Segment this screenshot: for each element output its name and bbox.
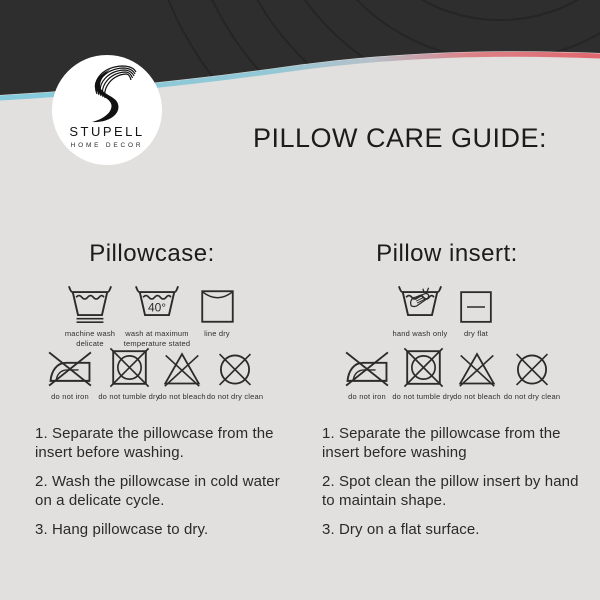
- line-dry-block: [187, 283, 247, 339]
- do-not-dry-clean-block: [200, 346, 270, 402]
- icon-label: hand wash only: [392, 329, 448, 338]
- icon-label: do not iron: [51, 392, 89, 401]
- machine-wash-icon: [67, 283, 113, 325]
- icon-label: wash at maximum temperature stated: [123, 329, 191, 349]
- icon-label: dry flat: [463, 329, 489, 338]
- icon-label: line dry: [204, 329, 230, 338]
- line-dry-icon: [199, 283, 236, 325]
- page-title: PILLOW CARE GUIDE:: [252, 123, 548, 153]
- icon-label: do not iron: [348, 392, 386, 401]
- do-not-bleach-icon: [162, 346, 202, 388]
- do-not-iron-icon: [47, 346, 93, 388]
- wash-max-temp-icon: [134, 283, 180, 325]
- care-step: 2. Wash the pillowcase in cold water on a delicate cycle.: [35, 473, 280, 510]
- brand-name: STUPELL: [69, 124, 145, 139]
- do-not-iron-icon: [344, 346, 390, 388]
- care-step: 2. Spot clean the pillow insert by hand to maintain shape.: [322, 473, 579, 510]
- icon-label: do not dry clean: [206, 392, 264, 401]
- dry-flat-icon: [458, 283, 494, 325]
- icon-label: do not bleach: [453, 392, 501, 401]
- care-step: 3. Dry on a flat surface.: [322, 521, 480, 539]
- care-step: 3. Hang pillowcase to dry.: [35, 521, 209, 539]
- brand-logo: [52, 55, 162, 165]
- hand-wash-icon: [397, 283, 443, 325]
- dry-flat-block: [446, 283, 506, 339]
- icon-label: machine wash delicate: [64, 329, 116, 349]
- brand-tagline: HOME DECOR: [70, 142, 144, 149]
- svg-text:40°: 40°: [147, 300, 167, 315]
- do-not-dry-clean-icon: [512, 346, 552, 388]
- do-not-dry-clean-icon: [215, 346, 255, 388]
- care-step: 1. Separate the pillowcase from the insert before washing: [322, 425, 561, 462]
- pillow-insert-heading: Pillow insert:: [376, 240, 518, 267]
- stupell-s-icon: [76, 59, 138, 125]
- icon-label: do not dry clean: [503, 392, 561, 401]
- do-not-tumble-dry-icon: [109, 346, 150, 388]
- pillow-insert-steps: [322, 424, 582, 549]
- do-not-dry-clean-block: [497, 346, 567, 402]
- pillowcase-steps: [35, 424, 291, 549]
- care-step: 1. Separate the pillowcase from the insert before washing.: [35, 425, 274, 462]
- do-not-bleach-icon: [457, 346, 497, 388]
- do-not-tumble-dry-icon: [403, 346, 444, 388]
- icon-label: do not tumble dry: [98, 392, 160, 401]
- pillowcase-heading: Pillowcase:: [89, 240, 215, 267]
- icon-label: do not bleach: [158, 392, 206, 401]
- icon-label: do not tumble dry: [392, 392, 454, 401]
